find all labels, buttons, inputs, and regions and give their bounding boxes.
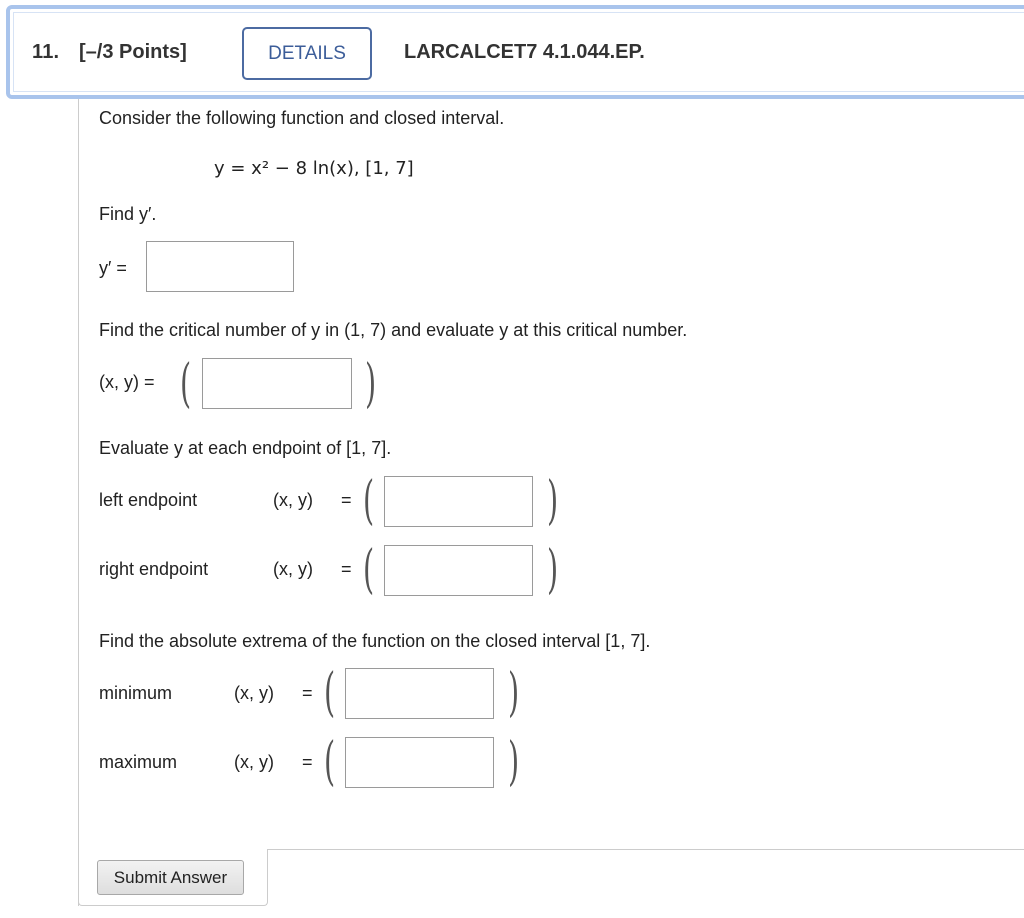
critical-xy-label: (x, y) = — [99, 372, 155, 392]
function-expression: y = x² − 8 ln(x), [1, 7] — [214, 158, 414, 179]
critical-input[interactable] — [202, 358, 352, 409]
endpoints-prompt: Evaluate y at each endpoint of [1, 7]. — [99, 438, 392, 458]
left-endpoint-label: left endpoint — [99, 490, 198, 510]
derivative-label: y′ = — [99, 258, 127, 278]
open-paren-minimum: ( — [324, 663, 336, 723]
right-endpoint-equals: = — [341, 559, 352, 579]
left-endpoint-equals: = — [341, 490, 352, 510]
close-paren-left: ) — [547, 471, 559, 531]
minimum-equals: = — [302, 683, 313, 703]
question-code: LARCALCET7 4.1.044.EP. — [404, 41, 645, 63]
intro-text: Consider the following function and closed interval. — [99, 108, 505, 128]
close-paren-maximum: ) — [508, 732, 520, 792]
question-number: 11. — [32, 41, 60, 63]
open-paren-critical: ( — [180, 354, 192, 414]
divider-line — [268, 849, 1024, 850]
details-button[interactable]: DETAILS — [242, 27, 372, 80]
extrema-prompt: Find the absolute extrema of the function on the closed interval [1, 7]. — [99, 631, 651, 651]
derivative-input[interactable] — [146, 241, 294, 292]
minimum-label: minimum — [99, 683, 173, 703]
left-endpoint-xy-label: (x, y) — [273, 490, 313, 510]
minimum-xy-label: (x, y) — [234, 683, 274, 703]
submit-answer-button[interactable]: Submit Answer — [97, 860, 244, 895]
minimum-input[interactable] — [345, 668, 494, 719]
open-paren-maximum: ( — [324, 732, 336, 792]
question-points: [–/3 Points] — [79, 41, 187, 63]
close-paren-critical: ) — [365, 354, 377, 414]
maximum-equals: = — [302, 752, 313, 772]
open-paren-right: ( — [363, 540, 375, 600]
close-paren-right: ) — [547, 540, 559, 600]
maximum-label: maximum — [99, 752, 178, 772]
right-endpoint-label: right endpoint — [99, 559, 209, 579]
find-derivative-text: Find y′. — [99, 204, 157, 224]
maximum-input[interactable] — [345, 737, 494, 788]
maximum-xy-label: (x, y) — [234, 752, 274, 772]
close-paren-minimum: ) — [508, 663, 520, 723]
right-endpoint-input[interactable] — [384, 545, 533, 596]
left-endpoint-input[interactable] — [384, 476, 533, 527]
right-endpoint-xy-label: (x, y) — [273, 559, 313, 579]
open-paren-left: ( — [363, 471, 375, 531]
critical-prompt: Find the critical number of y in (1, 7) and evaluate y at this critical number. — [99, 320, 688, 340]
